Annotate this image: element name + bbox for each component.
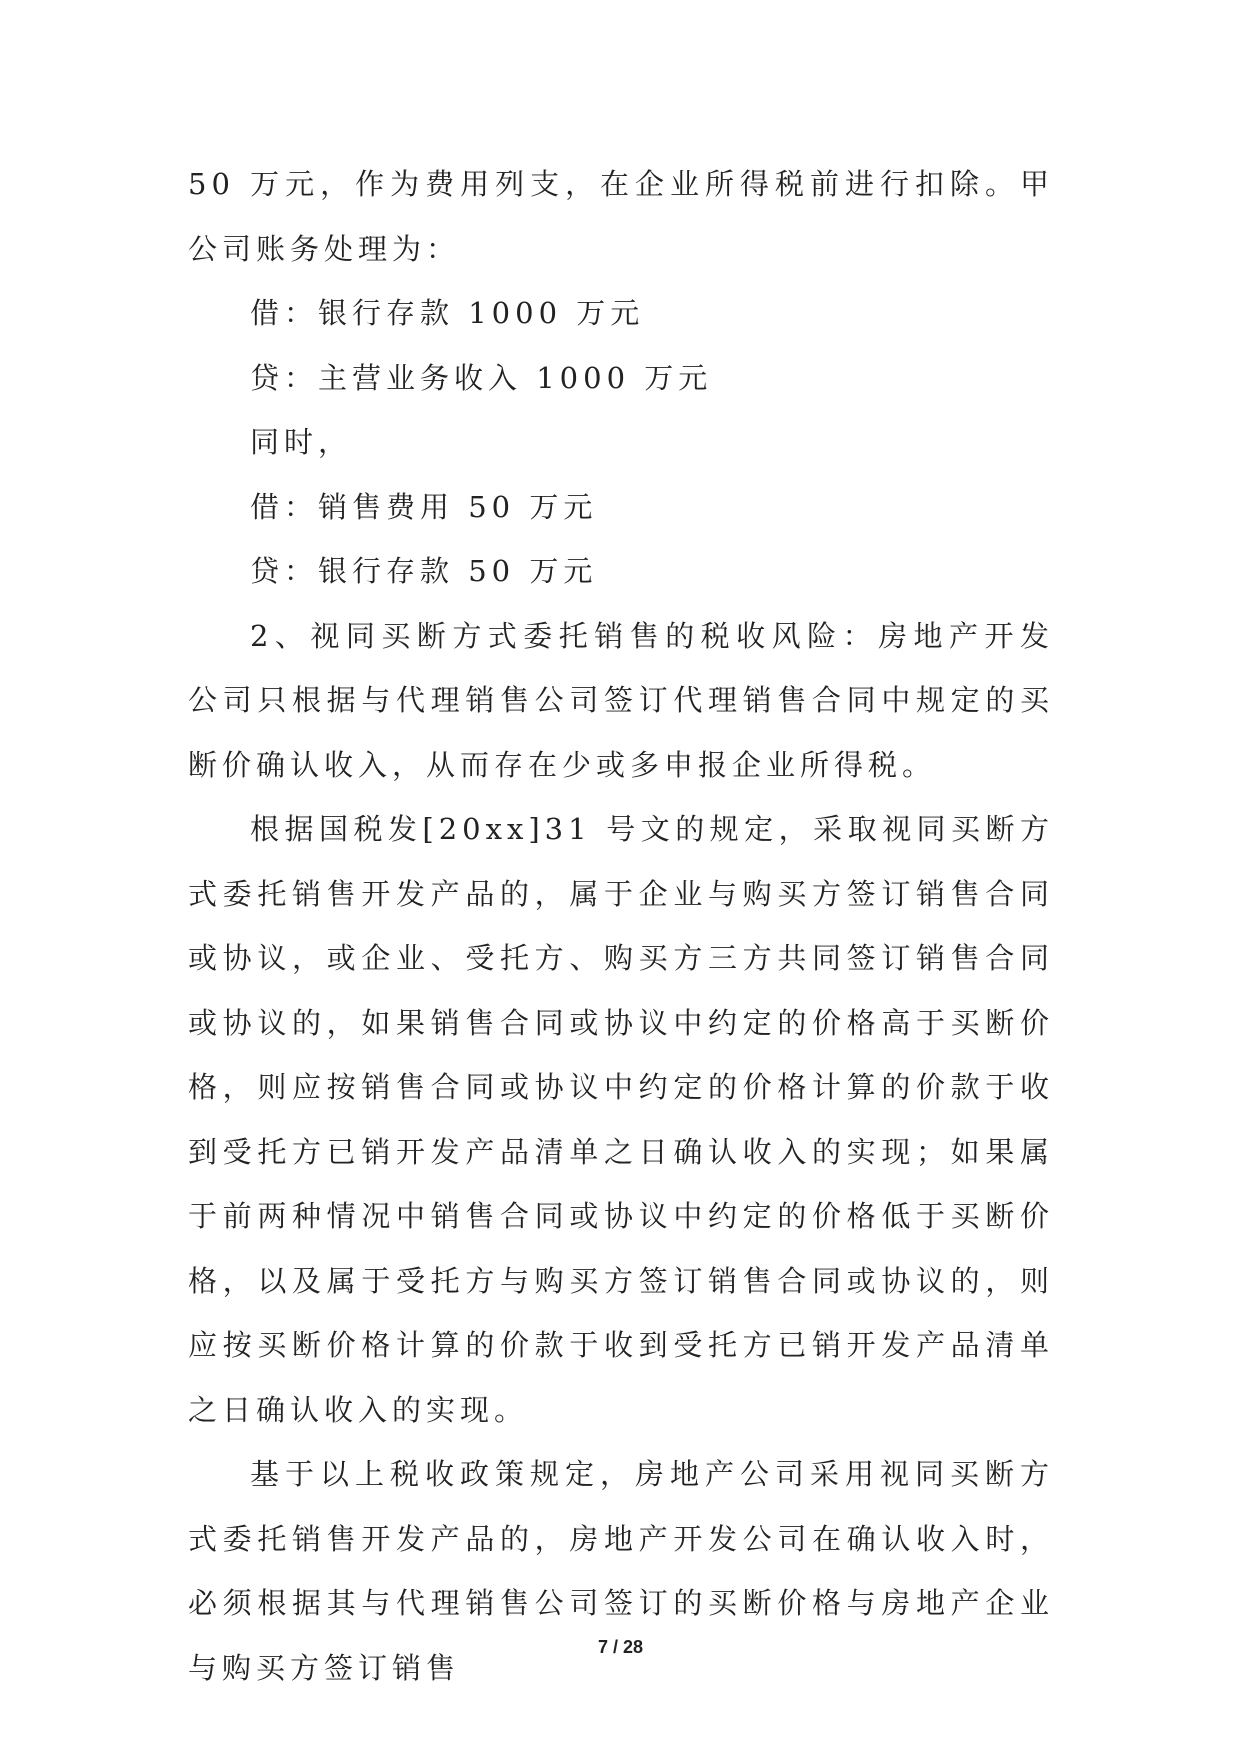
paragraph-tax-risk: 2、视同买断方式委托销售的税收风险：房地产开发公司只根据与代理销售公司签订代理销售合同中规定的买断价确认收入，从而存在少或多申报企业所得税。 (188, 618, 1054, 782)
journal-entry-credit-bank: 贷：银行存款 50 万元 (250, 554, 598, 588)
journal-entry-debit-expense: 借：销售费用 50 万元 (250, 489, 598, 524)
page-number: 7 / 28 (597, 1637, 644, 1657)
journal-entry-meanwhile: 同时， (250, 425, 353, 459)
paragraph-continuation: 50 万元，作为费用列支，在企业所得税前进行扣除。甲公司账务处理为： (188, 167, 1054, 266)
paragraph-conclusion: 基于以上税收政策规定，房地产公司采用视同买断方式委托销售开发产品的，房地产开发公司在确认收入时，必须根据其与代理销售公司签订的买断价格与房地产企业与购买方签订销售 (188, 1457, 1054, 1685)
paragraph-regulation: 根据国税发[20xx]31 号文的规定，采取视同买断方式委托销售开发产品的，属于企业与购买方签订销售合同或协议，或企业、受托方、购买方三方共同签订销售合同或协议的，如果销售合同或协议中约定的价格高于买断价格，则应按销售合同或协议中约定的价格计算的价款于收到受托方已销开发产品清单之日确认收入的实现；如果属于前两种情况中销售合同或协议中约定的价格低于买断价格，以及属于受托方与购买方签订销售合同或协议的，则应按买断价格计算的价款于收到受托方已销开发产品清单之日确认收入的实现。 (188, 812, 1054, 1427)
document-body (188, 152, 1054, 1700)
journal-entry-debit-bank: 借：银行存款 1000 万元 (250, 296, 645, 330)
journal-entry-credit-revenue: 贷：主营业务收入 1000 万元 (250, 360, 713, 395)
